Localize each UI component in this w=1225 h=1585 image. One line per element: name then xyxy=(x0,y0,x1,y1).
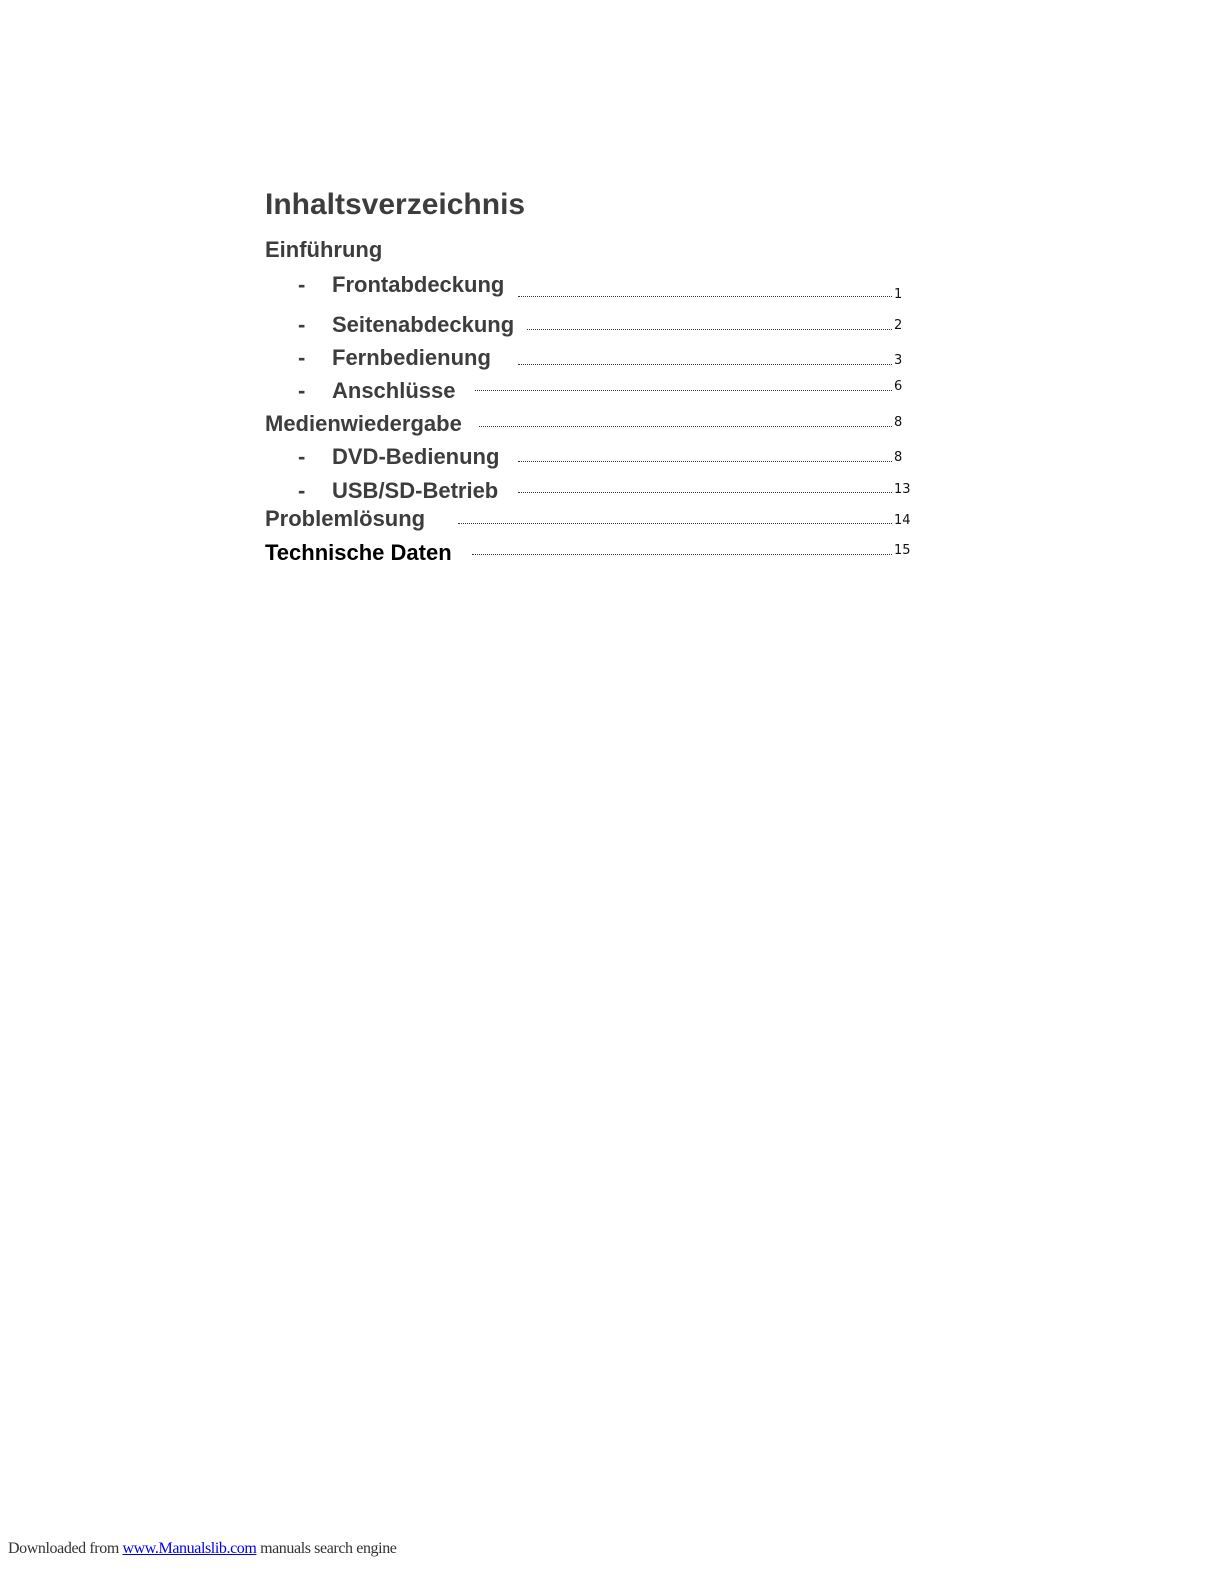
toc-entry-label: Frontabdeckung xyxy=(332,272,505,297)
download-footer xyxy=(8,1540,397,1558)
toc-dot-leader xyxy=(518,461,892,462)
toc-dot-leader xyxy=(518,364,892,365)
toc-entry-problemloesung[interactable] xyxy=(265,508,912,536)
toc-entry-anschluesse[interactable] xyxy=(265,380,912,408)
toc-page-number: 15 xyxy=(894,543,911,558)
toc-bullet: - xyxy=(298,345,306,370)
manualslib-link[interactable]: www.Manualslib.com xyxy=(122,1540,257,1557)
toc-dot-leader xyxy=(527,329,892,330)
toc-entry-usb-sd-betrieb[interactable] xyxy=(265,480,912,508)
toc-dot-leader xyxy=(458,523,892,524)
toc-entry-label: USB/SD-Betrieb xyxy=(332,478,499,503)
toc-dot-leader xyxy=(518,296,892,297)
toc-entry-einfuehrung xyxy=(265,239,912,267)
toc-entry-label: Seitenabdeckung xyxy=(332,312,515,337)
toc-page-number: 8 xyxy=(894,450,903,465)
toc-entry-label: Technische Daten xyxy=(265,540,452,565)
toc-page-number: 2 xyxy=(894,318,903,333)
toc-page-number: 8 xyxy=(894,415,903,430)
toc-bullet: - xyxy=(298,444,306,469)
toc-page-number: 1 xyxy=(894,287,903,302)
toc-page-number: 13 xyxy=(894,482,911,497)
toc-entry-label: Anschlüsse xyxy=(332,378,456,403)
toc-entry-label: DVD-Bedienung xyxy=(332,444,500,469)
toc-entry-label: Einführung xyxy=(265,237,383,262)
toc-dot-leader xyxy=(479,426,892,427)
toc-bullet: - xyxy=(298,312,306,337)
toc-page-number: 3 xyxy=(894,353,903,368)
toc-bullet: - xyxy=(298,378,306,403)
toc-page-number: 6 xyxy=(894,379,903,394)
toc-entry-medienwiedergabe[interactable] xyxy=(265,413,912,441)
toc-title: Inhaltsverzeichnis xyxy=(265,188,526,221)
toc-entry-fernbedienung[interactable] xyxy=(265,347,912,375)
toc-entry-label: Medienwiedergabe xyxy=(265,411,462,436)
toc-entry-label: Fernbedienung xyxy=(332,345,491,370)
toc-entry-frontabdeckung[interactable] xyxy=(265,274,912,302)
footer-prefix: Downloaded from xyxy=(8,1540,119,1557)
toc-entry-dvd-bedienung[interactable] xyxy=(265,446,912,474)
toc-dot-leader xyxy=(472,554,892,555)
footer-suffix: manuals search engine xyxy=(260,1540,397,1557)
toc-entry-technische-daten[interactable] xyxy=(265,542,912,570)
toc-page-number: 14 xyxy=(894,513,911,528)
toc-bullet: - xyxy=(298,478,306,503)
toc-entry-label: Problemlösung xyxy=(265,506,426,531)
toc-dot-leader xyxy=(518,492,892,493)
toc-dot-leader xyxy=(475,390,892,391)
toc-entry-seitenabdeckung[interactable] xyxy=(265,314,912,342)
toc-bullet: - xyxy=(298,272,306,297)
